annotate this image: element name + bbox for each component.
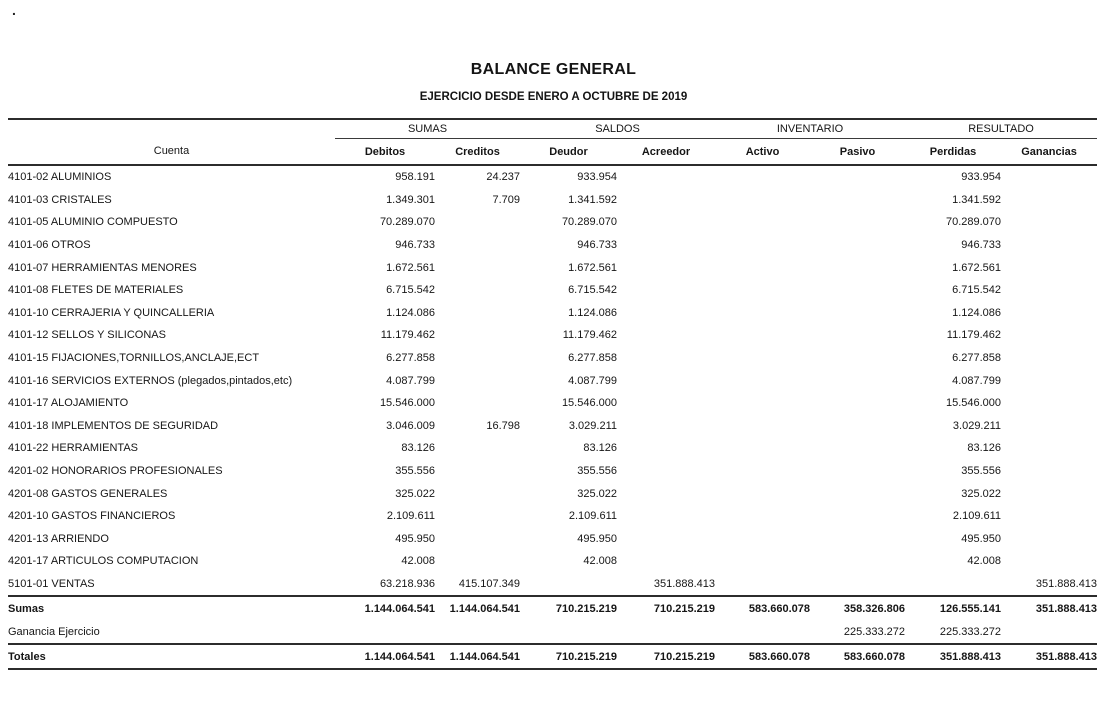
value-cell: 1.341.592	[952, 193, 1002, 206]
value-cell: 4.087.799	[386, 374, 435, 387]
summary-label: Ganancia Ejercicio	[8, 625, 100, 638]
value-cell	[617, 392, 715, 415]
value-cell: 6.277.858	[386, 352, 435, 365]
value-cell	[715, 211, 810, 234]
balance-table	[8, 118, 1097, 670]
value-cell	[1001, 369, 1097, 392]
value-cell: 710.215.219	[520, 644, 617, 669]
value-cell	[520, 620, 617, 644]
value-cell	[810, 189, 905, 212]
value-cell: 583.660.078	[810, 644, 905, 669]
group-header-saldos: SALDOS	[520, 119, 715, 139]
value-cell	[1001, 437, 1097, 460]
value-cell: 415.107.349	[458, 577, 520, 590]
account-cell: 5101-01 VENTAS	[8, 577, 95, 590]
value-cell	[715, 165, 810, 189]
value-cell: 11.179.462	[946, 329, 1002, 342]
page-title: BALANCE GENERAL	[470, 61, 637, 78]
value-cell: 355.556	[961, 465, 1002, 478]
table-header	[8, 119, 1097, 165]
value-cell	[715, 256, 810, 279]
value-cell	[1001, 211, 1097, 234]
value-cell: 325.022	[577, 487, 617, 500]
value-cell	[905, 573, 1001, 597]
value-cell	[617, 211, 715, 234]
value-cell	[435, 392, 520, 415]
value-cell: 1.144.064.541	[335, 644, 435, 669]
value-cell: 4.087.799	[952, 374, 1002, 387]
value-cell: 325.022	[961, 487, 1002, 500]
value-cell: 355.556	[577, 465, 617, 478]
value-cell: 42.008	[401, 555, 435, 568]
value-cell: 495.950	[961, 532, 1002, 545]
value-cell	[617, 620, 715, 644]
table-row	[8, 279, 1097, 302]
column-header-row	[8, 139, 1097, 166]
value-cell	[435, 211, 520, 234]
value-cell: 946.733	[577, 239, 617, 252]
value-cell	[435, 550, 520, 573]
value-cell	[810, 324, 905, 347]
column-header-ganancias: Ganancias	[1001, 139, 1097, 166]
value-cell: 83.126	[583, 442, 617, 455]
value-cell	[810, 369, 905, 392]
value-cell	[435, 279, 520, 302]
value-cell	[715, 460, 810, 483]
value-cell	[1001, 482, 1097, 505]
value-cell	[810, 550, 905, 573]
value-cell	[810, 234, 905, 257]
value-cell	[1001, 256, 1097, 279]
value-cell	[810, 392, 905, 415]
account-cell: 4101-15 FIJACIONES,TORNILLOS,ANCLAJE,ECT	[8, 352, 260, 365]
account-cell: 4101-02 ALUMINIOS	[8, 171, 112, 184]
value-cell: 358.326.806	[810, 596, 905, 620]
value-cell	[1001, 279, 1097, 302]
value-cell: 325.022	[395, 487, 435, 500]
value-cell: 1.144.064.541	[335, 596, 435, 620]
value-cell	[1001, 189, 1097, 212]
account-cell: 4101-18 IMPLEMENTOS DE SEGURIDAD	[8, 419, 219, 432]
column-header-activo: Activo	[715, 139, 810, 166]
value-cell	[715, 324, 810, 347]
value-cell: 2.109.611	[952, 510, 1002, 523]
value-cell: 126.555.141	[905, 596, 1001, 620]
value-cell	[715, 369, 810, 392]
value-cell	[1001, 505, 1097, 528]
value-cell: 583.660.078	[715, 596, 810, 620]
value-cell	[435, 437, 520, 460]
value-cell	[1001, 528, 1097, 551]
value-cell: 225.333.272	[843, 625, 906, 638]
value-cell: 70.289.070	[561, 216, 617, 229]
page-subtitle: EJERCICIO DESDE ENERO A OCTUBRE DE 2019	[419, 91, 688, 103]
value-cell	[810, 165, 905, 189]
account-cell: 4101-07 HERRAMIENTAS MENORES	[8, 261, 197, 274]
value-cell	[715, 550, 810, 573]
value-cell	[617, 279, 715, 302]
value-cell	[715, 573, 810, 597]
value-cell: 70.289.070	[945, 216, 1002, 229]
summary-row-sumas	[8, 596, 1097, 620]
value-cell	[1001, 415, 1097, 438]
summary-label: Sumas	[8, 596, 335, 620]
value-cell: 933.954	[961, 171, 1002, 184]
table-row	[8, 460, 1097, 483]
value-cell	[715, 528, 810, 551]
value-cell	[435, 234, 520, 257]
value-cell	[715, 482, 810, 505]
value-cell	[435, 528, 520, 551]
value-cell: 710.215.219	[520, 596, 617, 620]
value-cell	[715, 415, 810, 438]
account-cell: 4101-16 SERVICIOS EXTERNOS (plegados,pintados,etc)	[8, 374, 293, 387]
group-header-inventario: INVENTARIO	[715, 119, 905, 139]
value-cell: 351.888.413	[1035, 577, 1098, 590]
table-row	[8, 347, 1097, 370]
value-cell	[810, 211, 905, 234]
value-cell: 3.046.009	[386, 419, 435, 432]
value-cell: 1.672.561	[952, 261, 1002, 274]
column-header-perdidas: Perdidas	[905, 139, 1001, 166]
account-cell: 4101-12 SELLOS Y SILICONAS	[8, 329, 166, 342]
value-cell: 42.008	[583, 555, 617, 568]
account-cell: 4101-10 CERRAJERIA Y QUINCALLERIA	[8, 306, 215, 319]
value-cell: 4.087.799	[568, 374, 617, 387]
column-header-cuenta: Cuenta	[8, 139, 335, 166]
value-cell	[617, 347, 715, 370]
value-cell: 1.144.064.541	[435, 644, 520, 669]
value-cell	[617, 505, 715, 528]
value-cell: 351.888.413	[653, 577, 716, 590]
value-cell: 11.179.462	[380, 329, 435, 342]
value-cell	[617, 437, 715, 460]
value-cell	[810, 415, 905, 438]
value-cell	[617, 256, 715, 279]
value-cell: 225.333.272	[939, 625, 1002, 638]
value-cell	[715, 347, 810, 370]
value-cell	[435, 460, 520, 483]
value-cell	[1001, 165, 1097, 189]
value-cell: 83.126	[401, 442, 435, 455]
value-cell: 83.126	[967, 442, 1002, 455]
account-cell: 4101-05 ALUMINIO COMPUESTO	[8, 216, 178, 229]
table-row	[8, 234, 1097, 257]
value-cell	[1001, 234, 1097, 257]
table-row	[8, 550, 1097, 573]
table-row	[8, 392, 1097, 415]
value-cell	[617, 234, 715, 257]
table-row	[8, 415, 1097, 438]
corner-mark: .	[12, 2, 16, 18]
value-cell	[1001, 302, 1097, 325]
value-cell	[810, 347, 905, 370]
value-cell	[617, 415, 715, 438]
value-cell: 16.798	[486, 419, 520, 432]
value-cell: 1.144.064.541	[435, 596, 520, 620]
value-cell: 933.954	[577, 171, 617, 184]
value-cell: 42.008	[967, 555, 1002, 568]
value-cell	[810, 256, 905, 279]
value-cell	[617, 528, 715, 551]
value-cell	[435, 505, 520, 528]
table-row	[8, 369, 1097, 392]
value-cell	[617, 189, 715, 212]
value-cell: 946.733	[395, 239, 435, 252]
value-cell: 6.715.542	[386, 284, 435, 297]
column-header-acreedor: Acreedor	[617, 139, 715, 166]
table-row	[8, 189, 1097, 212]
value-cell	[810, 302, 905, 325]
value-cell	[715, 279, 810, 302]
value-cell: 6.277.858	[568, 352, 617, 365]
value-cell	[715, 302, 810, 325]
group-header-row	[8, 119, 1097, 139]
value-cell	[435, 482, 520, 505]
value-cell: 355.556	[395, 465, 435, 478]
value-cell: 495.950	[395, 532, 435, 545]
value-cell	[435, 324, 520, 347]
value-cell: 1.672.561	[568, 261, 617, 274]
value-cell	[1001, 347, 1097, 370]
value-cell: 6.715.542	[568, 284, 617, 297]
value-cell: 63.218.936	[379, 577, 435, 590]
value-cell: 6.715.542	[952, 284, 1002, 297]
value-cell: 7.709	[492, 193, 520, 206]
value-cell: 1.124.086	[568, 306, 617, 319]
value-cell: 583.660.078	[715, 644, 810, 669]
value-cell	[1001, 460, 1097, 483]
value-cell	[810, 573, 905, 597]
value-cell	[810, 528, 905, 551]
value-cell	[617, 369, 715, 392]
value-cell: 2.109.611	[568, 510, 617, 523]
value-cell	[810, 482, 905, 505]
value-cell	[810, 437, 905, 460]
account-cell: 4101-22 HERRAMIENTAS	[8, 442, 139, 455]
value-cell	[617, 324, 715, 347]
table-footer	[8, 596, 1097, 669]
value-cell: 2.109.611	[386, 510, 435, 523]
column-header-creditos: Creditos	[435, 139, 520, 166]
value-cell: 710.215.219	[617, 644, 715, 669]
value-cell: 1.124.086	[386, 306, 435, 319]
value-cell	[1001, 392, 1097, 415]
table-row	[8, 302, 1097, 325]
value-cell: 710.215.219	[617, 596, 715, 620]
value-cell: 70.289.070	[379, 216, 435, 229]
value-cell	[715, 505, 810, 528]
value-cell: 15.546.000	[561, 397, 617, 410]
account-cell: 4201-10 GASTOS FINANCIEROS	[8, 510, 176, 523]
value-cell	[810, 279, 905, 302]
value-cell	[617, 482, 715, 505]
value-cell	[810, 460, 905, 483]
value-cell: 958.191	[395, 171, 435, 184]
value-cell	[617, 165, 715, 189]
group-header-spacer	[8, 119, 335, 139]
value-cell	[335, 620, 435, 644]
value-cell	[715, 234, 810, 257]
column-header-pasivo: Pasivo	[810, 139, 905, 166]
group-header-sumas: SUMAS	[335, 119, 520, 139]
account-cell: 4201-13 ARRIENDO	[8, 532, 109, 545]
value-cell	[715, 189, 810, 212]
value-cell: 351.888.413	[905, 644, 1001, 669]
value-cell	[1001, 620, 1097, 644]
value-cell	[617, 550, 715, 573]
account-cell: 4201-17 ARTICULOS COMPUTACION	[8, 555, 199, 568]
value-cell: 351.888.413	[1001, 644, 1097, 669]
table-row	[8, 165, 1097, 189]
summary-label: Totales	[8, 644, 335, 669]
value-cell	[520, 573, 617, 597]
table-row	[8, 505, 1097, 528]
value-cell: 1.349.301	[386, 193, 435, 206]
value-cell	[617, 302, 715, 325]
account-cell: 4101-03 CRISTALES	[8, 193, 112, 206]
account-cell: 4101-17 ALOJAMIENTO	[8, 397, 129, 410]
value-cell: 1.672.561	[386, 261, 435, 274]
summary-row-totales	[8, 644, 1097, 669]
value-cell	[715, 392, 810, 415]
value-cell: 351.888.413	[1001, 596, 1097, 620]
table-body	[8, 165, 1097, 596]
table-row	[8, 437, 1097, 460]
value-cell: 15.546.000	[379, 397, 435, 410]
value-cell: 3.029.211	[952, 419, 1002, 432]
value-cell	[810, 505, 905, 528]
value-cell	[435, 302, 520, 325]
account-cell: 4201-02 HONORARIOS PROFESIONALES	[8, 465, 223, 478]
value-cell: 495.950	[577, 532, 617, 545]
value-cell	[715, 620, 810, 644]
table-row	[8, 324, 1097, 347]
value-cell	[715, 437, 810, 460]
value-cell: 6.277.858	[952, 352, 1002, 365]
value-cell	[435, 369, 520, 392]
value-cell	[435, 347, 520, 370]
table-row	[8, 482, 1097, 505]
account-cell: 4201-08 GASTOS GENERALES	[8, 487, 168, 500]
group-header-resultado: RESULTADO	[905, 119, 1097, 139]
value-cell: 1.341.592	[568, 193, 617, 206]
column-header-deudor: Deudor	[520, 139, 617, 166]
table-row	[8, 256, 1097, 279]
account-cell: 4101-06 OTROS	[8, 239, 91, 252]
summary-row-ganancia-ejercicio	[8, 620, 1097, 644]
value-cell: 1.124.086	[952, 306, 1002, 319]
table-row	[8, 528, 1097, 551]
value-cell: 11.179.462	[562, 329, 617, 342]
table-row	[8, 211, 1097, 234]
value-cell	[1001, 550, 1097, 573]
value-cell: 3.029.211	[568, 419, 617, 432]
table-row	[8, 573, 1097, 597]
value-cell	[435, 620, 520, 644]
value-cell	[1001, 324, 1097, 347]
account-cell: 4101-08 FLETES DE MATERIALES	[8, 284, 184, 297]
value-cell: 946.733	[961, 239, 1002, 252]
value-cell: 24.237	[486, 171, 520, 184]
value-cell: 15.546.000	[945, 397, 1002, 410]
value-cell	[617, 460, 715, 483]
column-header-debitos: Debitos	[335, 139, 435, 166]
value-cell	[435, 256, 520, 279]
